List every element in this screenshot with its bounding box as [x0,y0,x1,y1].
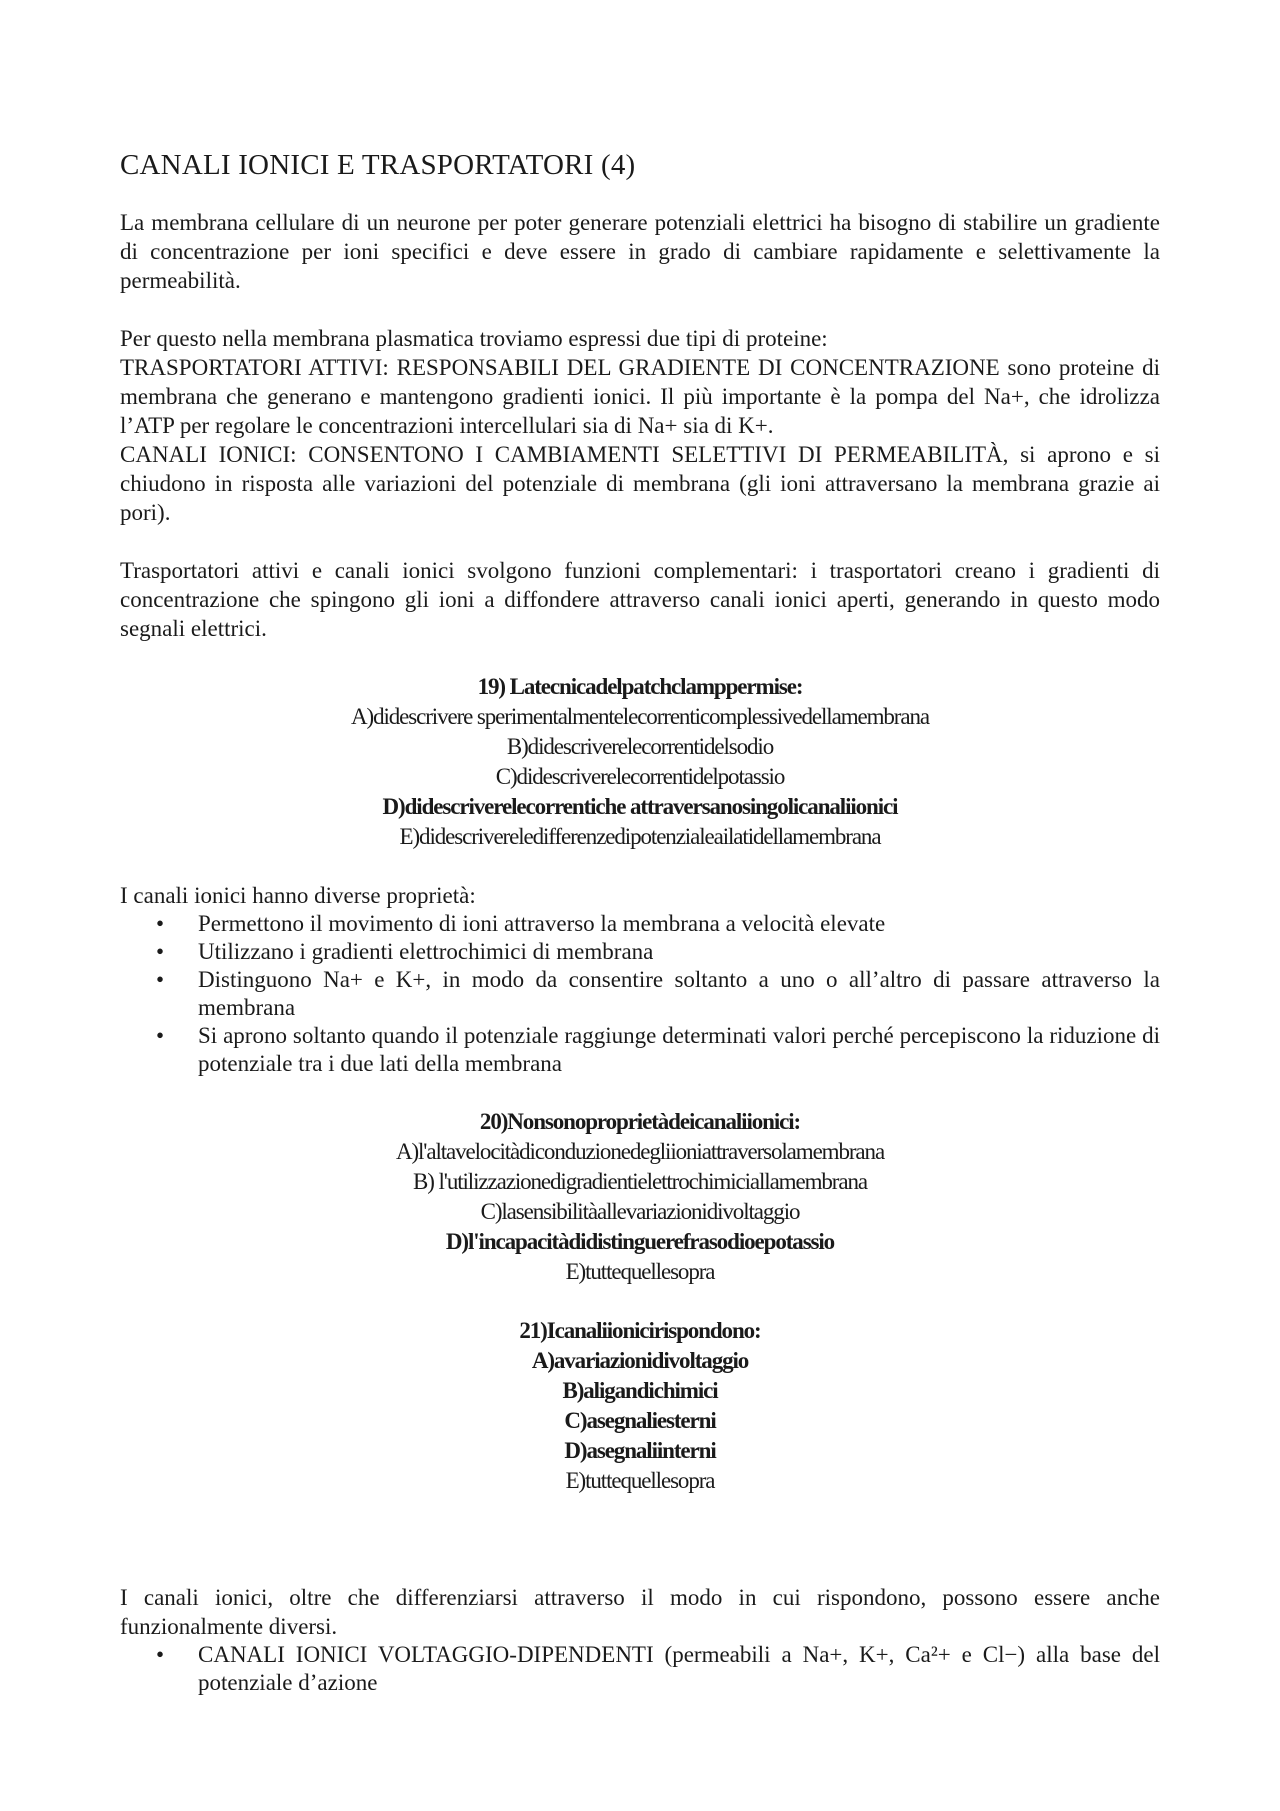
quiz-20-option-a: A)l'altavelocitàdiconduzionedegliioniattraversolamembrana [395,1139,885,1164]
complementary-paragraph: Trasportatori attivi e canali ionici svolgono funzioni complementari: i trasportatori creano i gradienti di concentrazione che spingono gli ioni a diffondere attraverso canali ionici aperti, generando in questo modo segnali elettrici. [120,558,1160,641]
quiz-20-option-d: D)l'incapacitàdidistinguerefrasodioepotassio [445,1229,835,1254]
intro-paragraph: La membrana cellulare di un neurone per poter generare potenziali elettrici ha bisogno di stabilire un gradiente di concentrazione per ioni specifici e deve essere in grado di cambiare rapidamente e selettivamente la permeabilità. [120,210,1160,293]
quiz-20-option-b: B) l'utilizzazionedigradientielettrochimiciallamembrana [413,1169,867,1194]
channel-types-list [120,1641,1160,1697]
bullet-icon: • [156,1023,165,1048]
list-item [156,966,1160,1022]
list-item-text: Utilizzano i gradienti elettrochimici di membrana [198,939,654,964]
quiz-21-option-a: A)avariazionidivoltaggio [531,1348,749,1373]
quiz-20-option-e: E)tuttequellesopra [565,1259,715,1284]
spacer [120,1525,1160,1583]
properties-section [120,881,1160,1078]
quiz-19-option-a: A)didescrivere sperimentalmentelecorrenticomplessivedellamembrana [351,704,929,729]
quiz-19 [120,672,1160,852]
quiz-21-option-e: E)tuttequellesopra [565,1468,715,1493]
quiz-19-option-e: E)didescrivereledifferenzedipotenzialeailatidellamembrana [399,824,881,849]
quiz-20-question: 20)Nonsonoproprietàdeicanaliionici: [479,1109,801,1134]
document-page [120,148,1160,1697]
quiz-21-option-b: B)aligandichimici [562,1378,718,1403]
quiz-19-option-d: D)didescriverelecorrentiche attraversanosingolicanaliionici [382,794,898,819]
quiz-20 [120,1107,1160,1287]
section2-active-transporters: TRASPORTATORI ATTIVI: RESPONSABILI DEL GRADIENTE DI CONCENTRAZIONE sono proteine di membrana che generano e mantengono gradienti ionici. Il più importante è la pompa del Na+, che idrolizza l’ATP per regolare le concentrazioni intercellulari sia di Na+ sia di K+. [120,355,1160,438]
page-title: CANALI IONICI E TRASPORTATORI (4) [120,149,636,181]
properties-intro: I canali ionici hanno diverse proprietà: [120,883,476,908]
section2-line1: Per questo nella membrana plasmatica troviamo espressi due tipi di proteine: [120,326,828,351]
list-item-text: Si aprono soltanto quando il potenziale raggiunge determinati valori perché percepiscono la riduzione di potenziale tra i due lati della membrana [198,1023,1160,1076]
transport-section [120,324,1160,527]
list-item [156,1022,1160,1078]
bullet-icon: • [156,1642,165,1667]
quiz-21 [120,1316,1160,1496]
quiz-19-option-b: B)didescriverelecorrentidelsodio [506,734,774,759]
quiz-20-option-c: C)lasensibilitàallevariazionidivoltaggio [480,1199,800,1224]
list-item [156,910,1160,938]
list-item-text: Permettono il movimento di ioni attraverso la membrana a velocità elevate [198,911,886,936]
list-item [156,938,1160,966]
bullet-icon: • [156,911,165,936]
list-item-text: Distinguono Na+ e K+, in modo da consentire soltanto a uno o all’altro di passare attraverso la membrana [198,967,1160,1020]
quiz-19-question: 19) Latecnicadelpatchclamppermise: [477,674,803,699]
quiz-21-option-d: D)asegnaliinterni [564,1438,716,1463]
closing-section [120,1583,1160,1697]
quiz-21-question: 21)Icanaliionicirispondono: [519,1318,761,1343]
quiz-21-option-c: C)asegnaliesterni [564,1408,716,1433]
quiz-19-option-c: C)didescriverelecorrentidelpotassio [495,764,785,789]
section2-ion-channels: CANALI IONICI: CONSENTONO I CAMBIAMENTI SELETTIVI DI PERMEABILITÀ, si aprono e si chiudono in risposta alle variazioni del potenziale di membrana (gli ioni attraversano la membrana grazie ai pori). [120,442,1160,525]
list-item [156,1641,1160,1697]
bullet-icon: • [156,939,165,964]
bullet-icon: • [156,967,165,992]
list-item-text: CANALI IONICI VOLTAGGIO-DIPENDENTI (permeabili a Na+, K+, Ca²+ e Cl−) alla base del potenziale d’azione [198,1642,1160,1695]
properties-list [120,910,1160,1078]
closing-paragraph: I canali ionici, oltre che differenziarsi attraverso il modo in cui rispondono, possono essere anche funzionalmente diversi. [120,1585,1160,1639]
